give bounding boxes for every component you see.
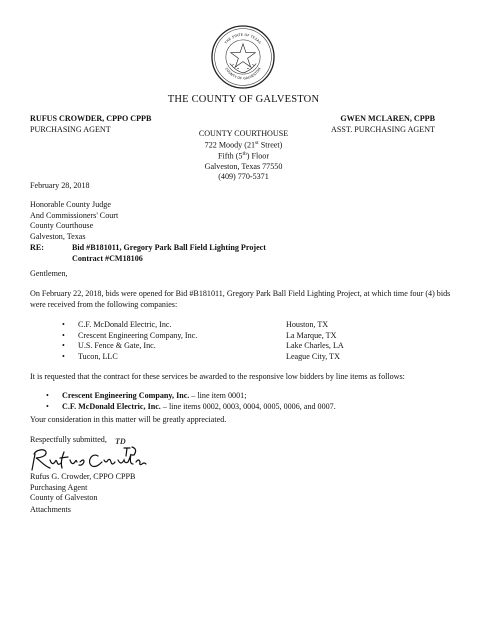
bullet-icon: • — [62, 351, 65, 361]
attachments-note: Attachments — [30, 505, 71, 514]
award-company: Crescent Engineering Company, Inc. — [62, 391, 190, 400]
request-paragraph: It is requested that the contract for these services be awarded to the responsive low bidders by line items as follows: — [30, 372, 405, 381]
handwritten-signature — [28, 442, 173, 476]
award-company: C.F. McDonald Electric, Inc. — [62, 401, 161, 411]
address-line-4: Galveston, Texas 77550 — [204, 161, 283, 171]
salutation: Gentlemen, — [30, 269, 68, 278]
asst-purchasing-agent-title: ASST. PURCHASING AGENT — [331, 124, 435, 134]
award-detail: – line item 0001; — [189, 391, 247, 400]
letter-date: February 28, 2018 — [30, 181, 90, 190]
sign-off: Respectfully submitted, — [30, 435, 107, 444]
bullet-icon: • — [62, 320, 65, 329]
bullet-icon: • — [46, 401, 49, 411]
seal-star-icon — [230, 44, 256, 73]
award-detail: – line items 0002, 0003, 0004, 0005, 0006, and 0007. — [160, 401, 336, 411]
address-line-1: COUNTY COURTHOUSE — [198, 129, 289, 138]
recipient-line: Galveston, Texas — [30, 231, 86, 241]
county-title: THE COUNTY OF GALVESTON — [167, 94, 320, 105]
recipient-line: County Courthouse — [30, 221, 94, 231]
purchasing-agent-title: PURCHASING AGENT — [30, 124, 111, 134]
address-line-2: 722 Moody (21st Street) — [204, 139, 283, 150]
recipient-block — [30, 200, 118, 242]
bidder-name: U.S. Fence & Gate, Inc. — [78, 341, 156, 350]
signer-block — [30, 472, 135, 504]
recipient-line: Honorable County Judge — [30, 200, 111, 209]
signer-name: Rufus G. Crowder, CPPO CPPB — [30, 472, 136, 481]
signer-organization: County of Galveston — [30, 493, 98, 503]
subject-line-2: Contract #CM18106 — [72, 253, 143, 263]
subject-label: RE: — [30, 243, 44, 252]
bidder-name: Tucon, LLC — [78, 351, 118, 361]
county-seal — [210, 24, 276, 90]
intro-paragraph: On February 22, 2018, bids were opened for Bid #B181011, Gregory Park Ball Field Lighting Project, at which time four (4) bids were received from the following companies: — [30, 289, 451, 309]
bullet-icon: • — [62, 341, 65, 350]
recipient-line: And Commissioners' Court — [30, 210, 119, 220]
seal-top-text: THE STATE OF TEXAS — [223, 32, 263, 45]
bullet-icon: • — [46, 391, 49, 400]
subject-block — [30, 243, 266, 264]
bidder-city: La Marque, TX — [286, 330, 337, 340]
seal-bottom-text: COUNTY OF GALVESTON — [224, 66, 262, 81]
asst-purchasing-agent-name: GWEN MCLAREN, CPPB — [340, 114, 435, 123]
purchasing-agent-name: RUFUS CROWDER, CPPO CPPB — [30, 114, 152, 123]
bidder-city: Houston, TX — [286, 320, 329, 329]
bidder-city: League City, TX — [286, 351, 340, 361]
handwritten-initials: TD — [115, 437, 126, 446]
address-line-3: Fifth (5th) Floor — [217, 150, 270, 161]
subject-line-1: Bid #B181011, Gregory Park Ball Field Lighting Project — [72, 243, 266, 252]
bullet-icon: • — [62, 330, 65, 340]
closing-paragraph: Your consideration in this matter will be greatly appreciated. — [30, 415, 227, 424]
address-line-5: (409) 770-5371 — [218, 172, 269, 182]
bidder-name: C.F. McDonald Electric, Inc. — [78, 320, 172, 329]
signer-title: Purchasing Agent — [30, 482, 88, 492]
courthouse-address — [0, 129, 487, 183]
bidder-name: Crescent Engineering Company, Inc. — [78, 330, 198, 340]
bidder-city: Lake Charles, LA — [286, 341, 344, 350]
